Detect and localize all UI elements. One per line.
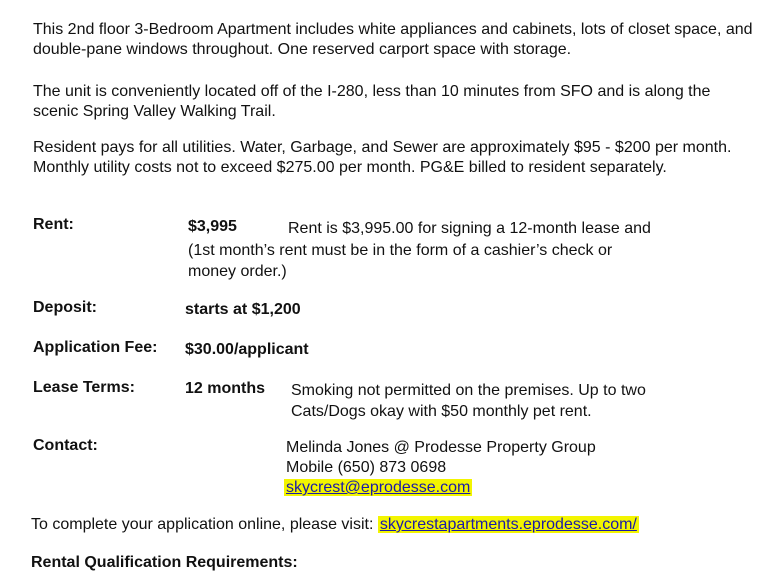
rent-note-line: money order.): [188, 263, 287, 280]
lease-terms-description: [291, 380, 646, 422]
intro-paragraph-utilities: Resident pays for all utilities. Water, Garbage, and Sewer are approximately $95 - $200 per month. Monthly utility costs not to exceed $275.00 per month. PG&E billed to resident separately.: [33, 139, 732, 176]
intro-paragraph-location: The unit is conveniently located off of the I-280, less than 10 minutes from SFO and is along the scenic Spring Valley Walking Trail.: [33, 83, 711, 120]
intro-paragraph-features: This 2nd floor 3-Bedroom Apartment includes white appliances and cabinets, lots of closet space, and double-pane windows throughout. One reserved carport space with storage.: [33, 21, 753, 58]
application-fee-label: Application Fee:: [33, 339, 158, 356]
contact-mobile: Mobile (650) 873 0698: [286, 459, 447, 476]
online-application-text: To complete your application online, please visit:: [31, 516, 374, 533]
deposit-label: Deposit:: [33, 299, 97, 316]
application-fee-value: $30.00/applicant: [185, 341, 309, 358]
rent-label: Rent:: [33, 216, 74, 233]
contact-label: Contact:: [33, 437, 98, 454]
lease-terms-line: Smoking not permitted on the premises. Up to two: [291, 382, 646, 399]
lease-terms-label: Lease Terms:: [33, 379, 135, 396]
contact-email-link[interactable]: skycrest@eprodesse.com: [286, 479, 471, 496]
requirements-heading: Rental Qualification Requirements:: [31, 554, 298, 571]
online-application-link[interactable]: skycrestapartments.eprodesse.com/: [379, 516, 637, 533]
rent-amount: $3,995: [188, 218, 237, 235]
lease-terms-line: Cats/Dogs okay with $50 monthly pet rent.: [291, 403, 592, 420]
rent-description-line: Rent is $3,995.00 for signing a 12-month lease and: [288, 220, 651, 237]
contact-name: Melinda Jones @ Prodesse Property Group: [286, 439, 596, 456]
contact-details: [286, 438, 596, 498]
online-application: [31, 514, 639, 535]
rent-note-line: (1st month’s rent must be in the form of a cashier’s check or: [188, 242, 613, 259]
rent-payment-note: [188, 240, 612, 282]
deposit-value: starts at $1,200: [185, 301, 301, 318]
lease-terms-value: 12 months: [185, 380, 266, 397]
rent-description: [288, 218, 651, 239]
